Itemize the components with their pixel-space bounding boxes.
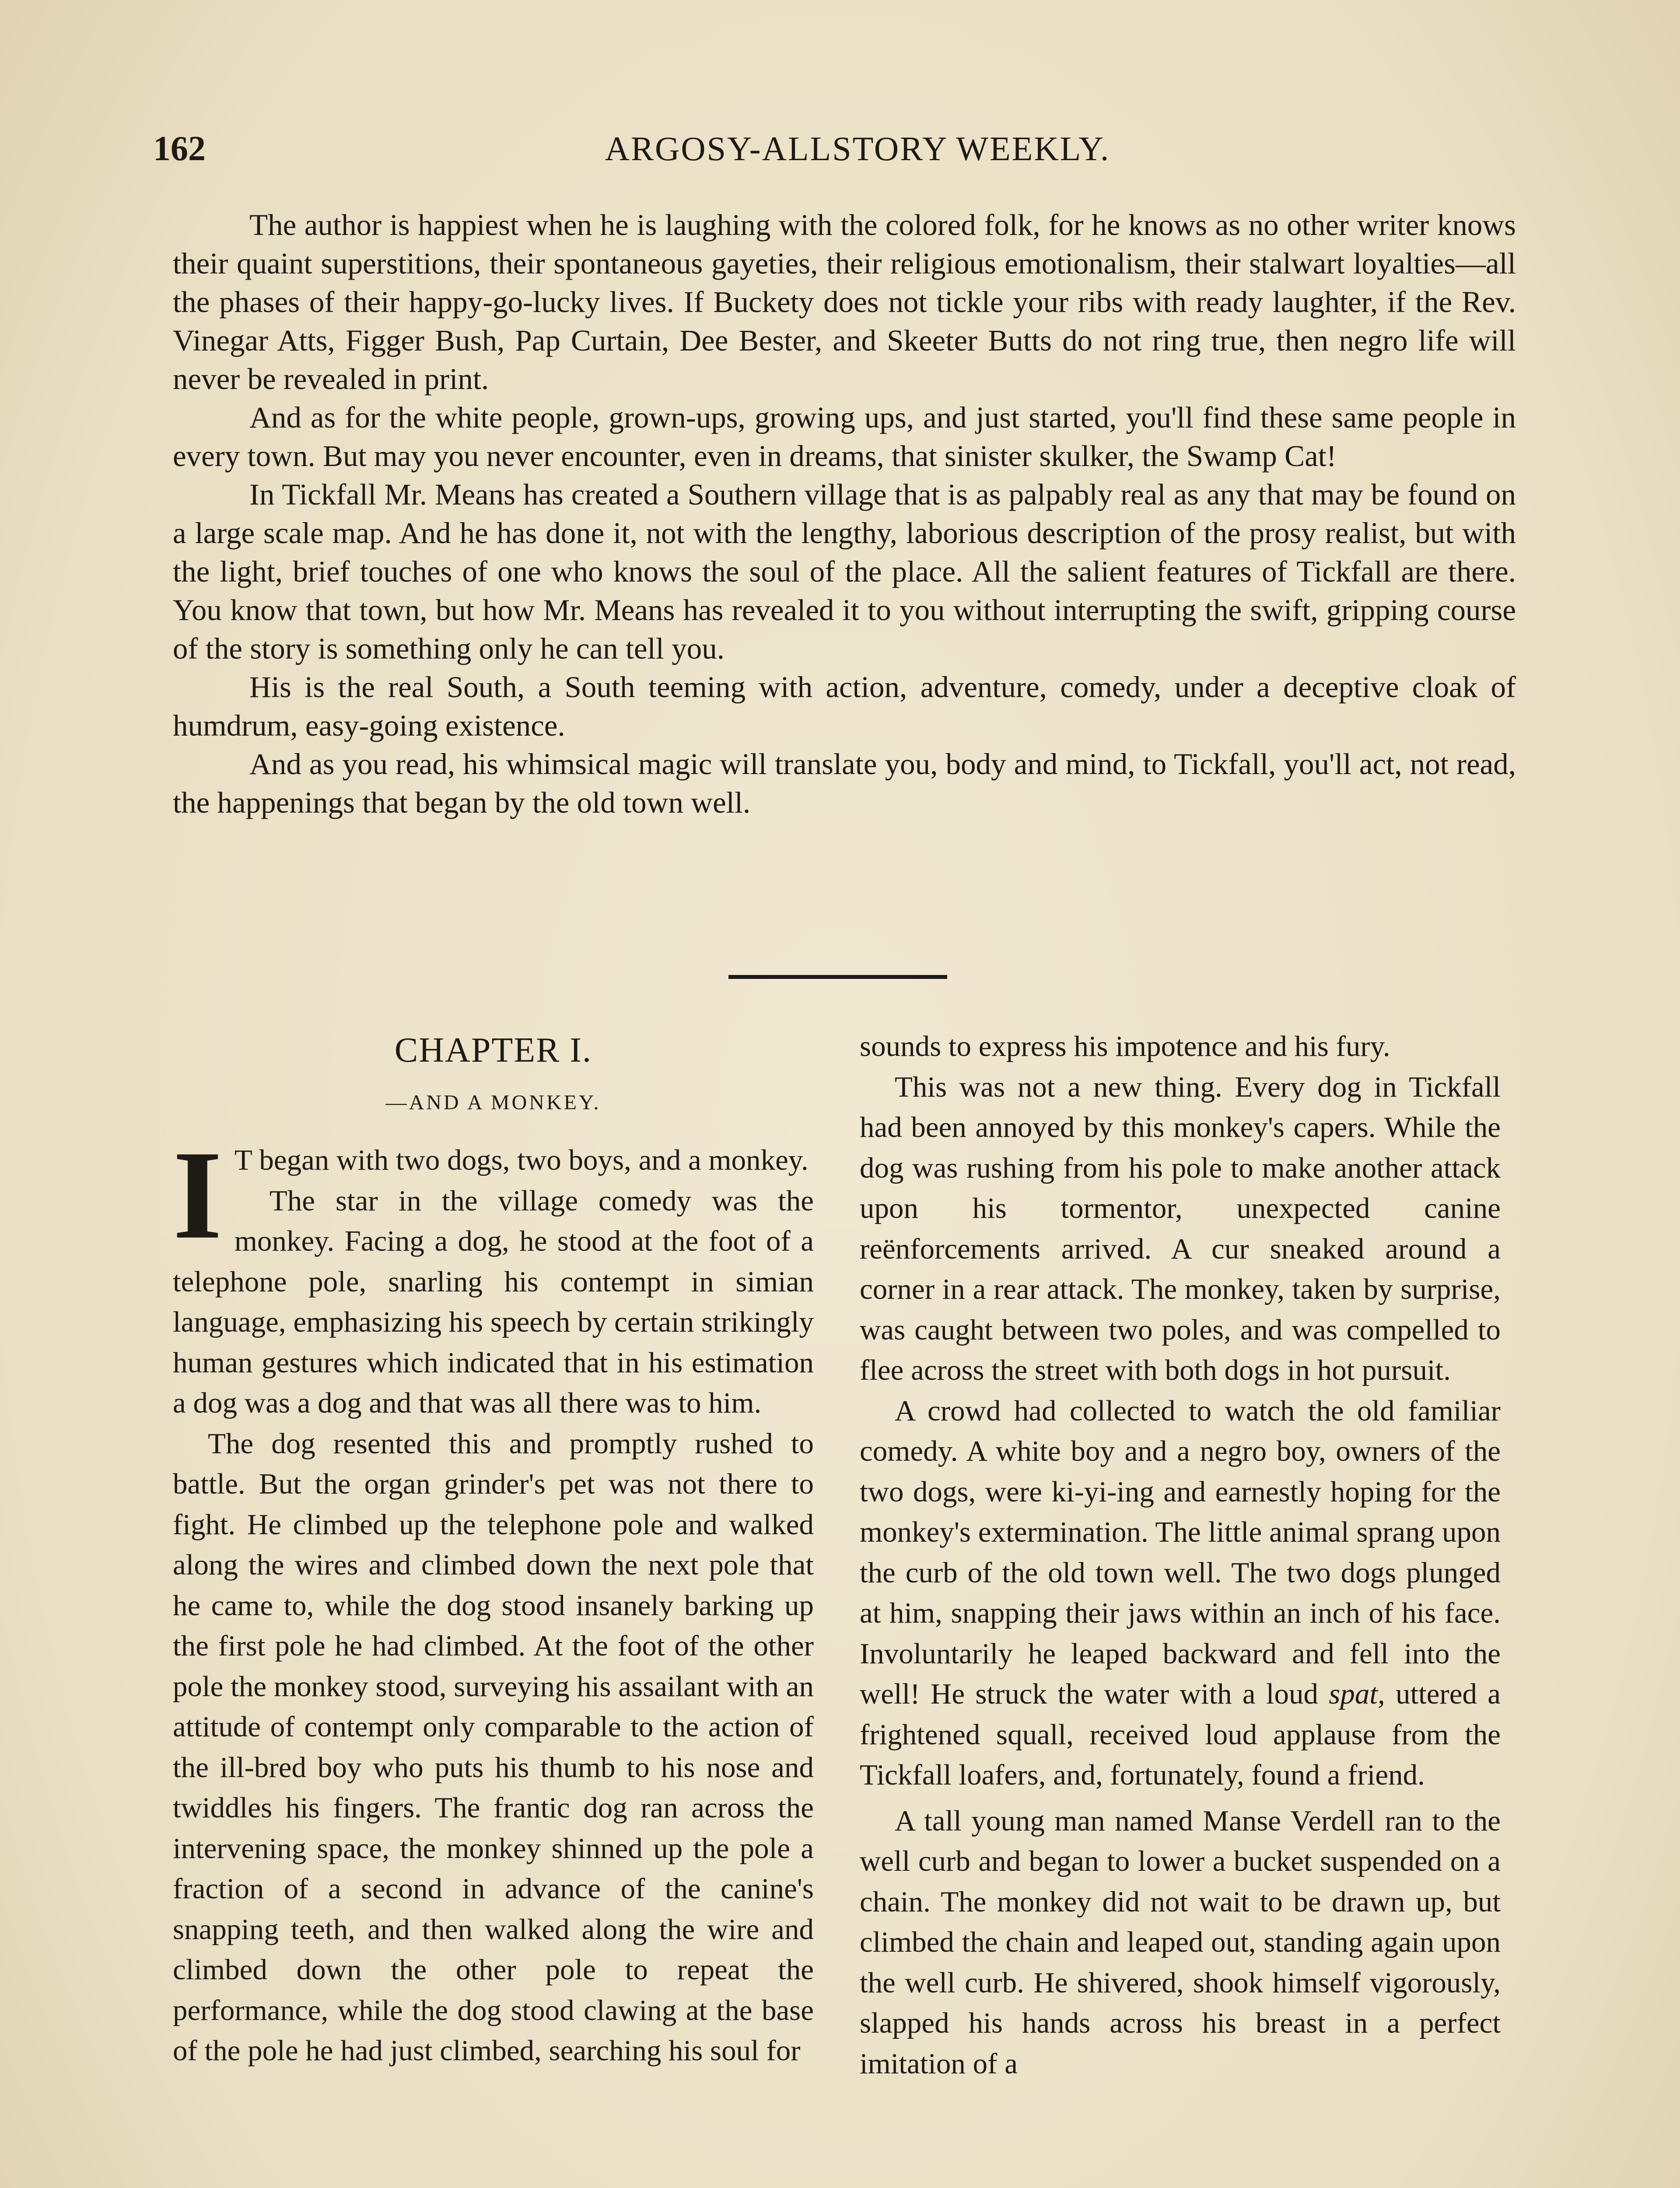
- section-divider: [728, 975, 947, 979]
- page-number: 162: [153, 130, 206, 168]
- intro-paragraph: The author is happiest when he is laughing with the colored folk, for he knows as no other writer knows their quaint superstitions, their spontaneous gayeties, their religious emotionalism, their stalwart loyalties—all the phases of their happy-go-lucky lives. If Buckety does not tickle your ribs with ready laughter, if the Rev. Vinegar Atts, Figger Bush, Pap Curtain, Dee Bester, and Skeeter Butts do not ring true, then negro life will never be revealed in print.: [173, 208, 1516, 396]
- intro-paragraph: And as for the white people, grown-ups, growing ups, and just started, you'll find these same people in every town. But may you never encounter, even in dreams, that sinister skulker, the Swamp Cat!: [173, 401, 1516, 473]
- opening-text: T began with two dogs, two boys, and a monkey.: [234, 1144, 808, 1176]
- right-column: [860, 1026, 1501, 2084]
- page-header: [153, 123, 1562, 179]
- body-paragraph: The star in the village comedy was the monkey. Facing a dog, he stood at the foot of a telephone pole, snarling his contempt in simian language, emphasizing his speech by certain strikingly human gestures which indicated that in his estimation a dog was a dog and that was all there was to him.: [173, 1184, 814, 1419]
- body-paragraph: [860, 1391, 1501, 1795]
- intro-paragraph: And as you read, his whimsical magic will translate you, body and mind, to Tickfall, you'll act, not read, the happenings that began by the old town well.: [173, 747, 1516, 819]
- opening-paragraph: [173, 1125, 814, 1265]
- continued-paragraph: sounds to express his impotence and his fury.: [860, 1030, 1390, 1062]
- drop-cap: I: [173, 1125, 222, 1265]
- chapter-title: CHAPTER I.: [394, 1031, 592, 1069]
- body-paragraph: This was not a new thing. Every dog in Tickfall had been annoyed by this monkey's capers. While the dog was rushing from his pole to make another attack upon his tormentor, unexpected canine reënforcements arrived. A cur sneaked around a corner in a rear attack. The monkey, taken by surprise, was caught between two poles, and was compelled to flee across the street with both dogs in hot pursuit.: [860, 1070, 1501, 1386]
- italic-word: spat,: [1329, 1678, 1385, 1710]
- running-title: ARGOSY-ALLSTORY WEEKLY.: [605, 130, 1110, 168]
- chapter-subtitle: —AND A MONKEY.: [385, 1091, 601, 1114]
- intro-paragraph: In Tickfall Mr. Means has created a Southern village that is as palpably real as any that may be found on a large scale map. And he has done it, not with the lengthy, laborious description of the prosy realist, but with the light, brief touches of one who knows the soul of the place. All the salient features of Tickfall are there. You know that town, but how Mr. Means has revealed it to you without interrupting the swift, gripping course of the story is something only he can tell you.: [173, 478, 1516, 665]
- body-paragraph: The dog resented this and promptly rushed to battle. But the organ grinder's pet was not there to fight. He climbed up the telephone pole and walked along the wires and climbed down the next pole that he came to, while the dog stood insanely barking up the first pole he had climbed. At the foot of the other pole the monkey stood, surveying his assailant with an attitude of contempt only comparable to the action of the ill-bred boy who puts his thumb to his nose and twiddles his fingers. The frantic dog ran across the intervening space, the monkey shinned up the pole a fraction of a second in advance of the canine's snapping teeth, and then walked along the wire and climbed down the other pole to repeat the performance, while the dog stood clawing at the base of the pole he had just climbed, searching his soul for: [173, 1427, 814, 2067]
- intro-paragraph: His is the real South, a South teeming with action, adventure, comedy, under a deceptive cloak of humdrum, easy-going existence.: [173, 670, 1516, 742]
- left-column: [173, 1026, 814, 2071]
- paragraph-text: uttered a frightened squall, received loud applause from the Tickfall loafers, and, fortunately, found a friend.: [860, 1678, 1501, 1791]
- paragraph-text: A crowd had collected to watch the old familiar comedy. A white boy and a negro boy, owners of the two dogs, were ki-yi-ing and earnestly hoping for the monkey's extermination. The little animal sprang upon the curb of the old town well. The two dogs plunged at him, snapping their jaws within an inch of his face. Involuntarily he leaped backward and fell into the well! He struck the water with a loud: [860, 1394, 1501, 1710]
- introduction-text: [173, 206, 1516, 822]
- body-paragraph: A tall young man named Manse Verdell ran to the well curb and began to lower a bucket suspended on a chain. The monkey did not wait to be drawn up, but climbed the chain and leaped out, standing again upon the well curb. He shivered, shook himself vigorously, slapped his hands across his breast in a perfect imitation of a: [860, 1804, 1501, 2080]
